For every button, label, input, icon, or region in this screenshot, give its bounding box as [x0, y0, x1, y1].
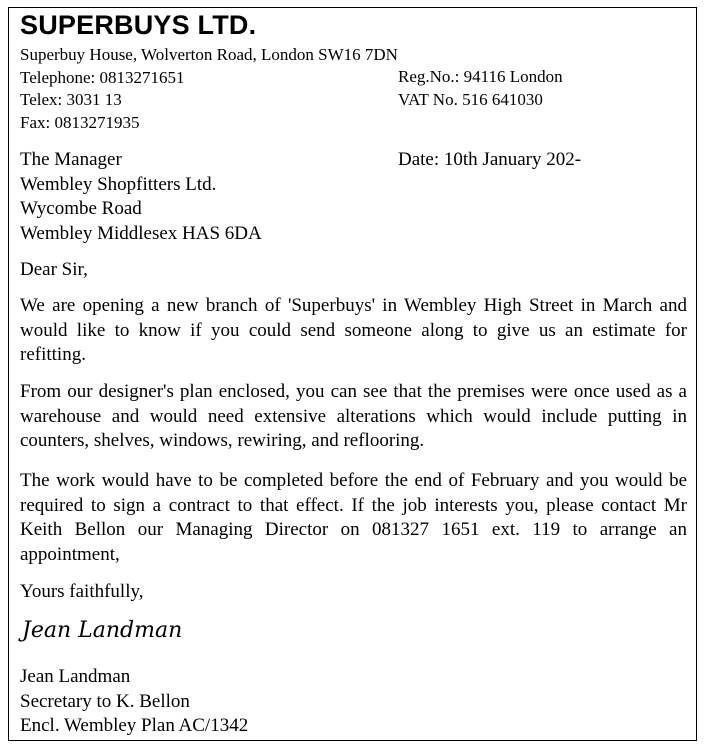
complimentary-close: Yours faithfully,	[20, 581, 144, 602]
body-paragraph: We are opening a new branch of 'Superbuys' in Wembley High Street in March and would like to know if you could send someone along to give us an estimate for refitting.	[20, 295, 687, 365]
company-registration-block	[398, 66, 563, 111]
salutation: Dear Sir,	[20, 259, 88, 280]
recipient-line: Wembley Middlesex HAS 6DA	[20, 222, 262, 244]
letter-date: Date: 10th January 202-	[398, 149, 582, 170]
signature-block	[20, 665, 248, 739]
recipient-line: Wycombe Road	[20, 198, 142, 219]
company-telex: Telex: 3031 13	[20, 90, 122, 109]
recipient-line: The Manager	[20, 149, 122, 170]
business-letter	[8, 7, 697, 741]
body-paragraph: From our designer's plan enclosed, you can see that the premises were once used as a warehouse and would need extensive alterations which would include putting in counters, shelves, windows, rewiring, and reflooring.	[20, 381, 687, 451]
recipient-line: Wembley Shopfitters Ltd.	[20, 173, 217, 195]
vat-number: VAT No. 516 641030	[398, 89, 543, 109]
recipient-address	[20, 148, 262, 246]
company-fax: Fax: 0813271935	[20, 112, 140, 132]
company-telephone: Telephone: 0813271651	[20, 67, 185, 87]
body-paragraph: The work would have to be completed before the end of February and you would be required to sign a contract to that effect. If the job interests you, please contact Mr Keith Bellon our Managing Director on 081327 1651 ext. 119 to arrange an appointment,	[20, 470, 687, 565]
company-name: SUPERBUYS LTD.	[20, 10, 257, 40]
sender-name: Jean Landman	[20, 666, 131, 687]
company-address: Superbuy House, Wolverton Road, London SW16 7DN	[20, 45, 398, 64]
company-contact-block	[20, 44, 398, 134]
registration-number: Reg.No.: 94116 London	[398, 67, 563, 86]
enclosure-note: Encl. Wembley Plan AC/1342	[20, 715, 249, 736]
sender-title: Secretary to K. Bellon	[20, 690, 190, 712]
handwritten-signature: Jean Landman	[22, 618, 183, 643]
